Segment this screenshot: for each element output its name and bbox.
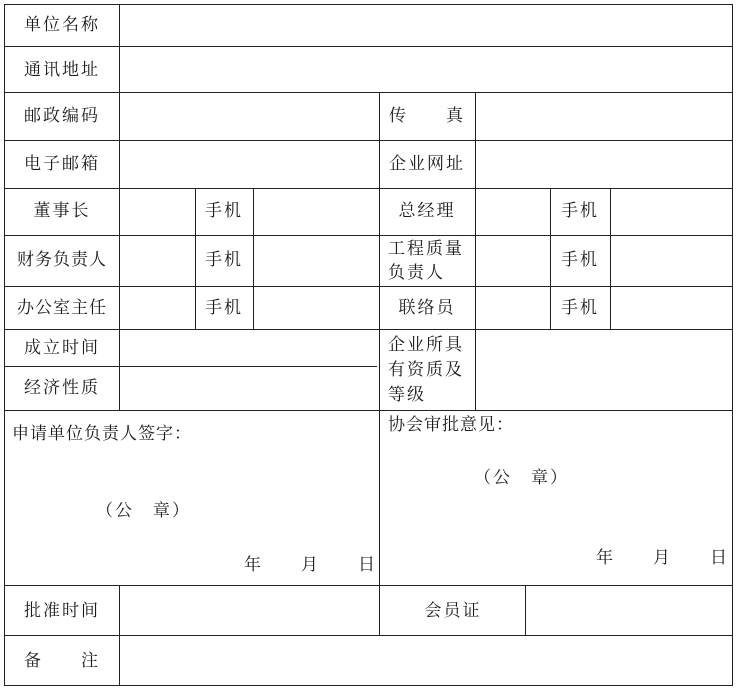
label-member-cert: 会员证 [424, 601, 482, 621]
rule [379, 92, 380, 636]
label-approval-time: 批准时间 [24, 601, 100, 621]
label-quality-head: 工程质量负责人 [388, 239, 464, 283]
seal-right: （公 章） [474, 468, 569, 488]
label-gm: 总经理 [398, 201, 456, 221]
rule [550, 188, 551, 330]
label-qualification: 企业所具有资质及等级 [388, 335, 464, 405]
label-liaison: 联络员 [398, 298, 456, 318]
unit-name-field[interactable] [120, 5, 732, 46]
rule [4, 366, 377, 367]
rule [4, 286, 733, 287]
postcode-field[interactable] [120, 93, 379, 140]
label-remarks: 备 注 [24, 651, 100, 671]
rule [4, 685, 733, 686]
rule [4, 4, 5, 686]
label-website: 企业网址 [389, 154, 465, 174]
date-right: 年 月 日 [596, 548, 729, 568]
rule [4, 235, 733, 236]
rule [610, 188, 611, 330]
label-econ-nature: 经济性质 [24, 378, 100, 398]
rule [4, 329, 733, 330]
rule [4, 188, 733, 189]
association-opinion-label: 协会审批意见： [388, 415, 514, 435]
label-finance-head: 财务负责人 [17, 250, 107, 270]
website-field[interactable] [476, 141, 732, 188]
rule [4, 585, 733, 586]
label-unit-name: 单位名称 [24, 15, 100, 35]
seal-left: （公 章） [96, 501, 191, 521]
address-field[interactable] [120, 47, 732, 92]
label-email: 电子邮箱 [24, 154, 100, 174]
label-mobile: 手机 [561, 201, 599, 221]
email-field[interactable] [120, 141, 379, 188]
rule [253, 188, 254, 330]
date-left: 年 月 日 [244, 555, 377, 575]
label-founded: 成立时间 [24, 338, 100, 358]
label-office-director: 办公室主任 [17, 298, 107, 318]
label-chairman: 董事长 [33, 201, 91, 221]
fax-field[interactable] [476, 93, 732, 140]
label-mobile: 手机 [205, 298, 243, 318]
applicant-sign-label: 申请单位负责人签字： [12, 424, 192, 444]
rule [195, 188, 196, 330]
label-mobile: 手机 [561, 250, 599, 270]
label-fax: 传 真 [389, 106, 465, 126]
label-address: 通讯地址 [24, 60, 100, 80]
label-mobile: 手机 [561, 298, 599, 318]
rule [525, 585, 526, 636]
rule [732, 4, 733, 686]
remarks-field[interactable] [120, 636, 732, 685]
label-postcode: 邮政编码 [24, 106, 100, 126]
rule [4, 410, 733, 411]
label-mobile: 手机 [205, 250, 243, 270]
label-mobile: 手机 [205, 201, 243, 221]
